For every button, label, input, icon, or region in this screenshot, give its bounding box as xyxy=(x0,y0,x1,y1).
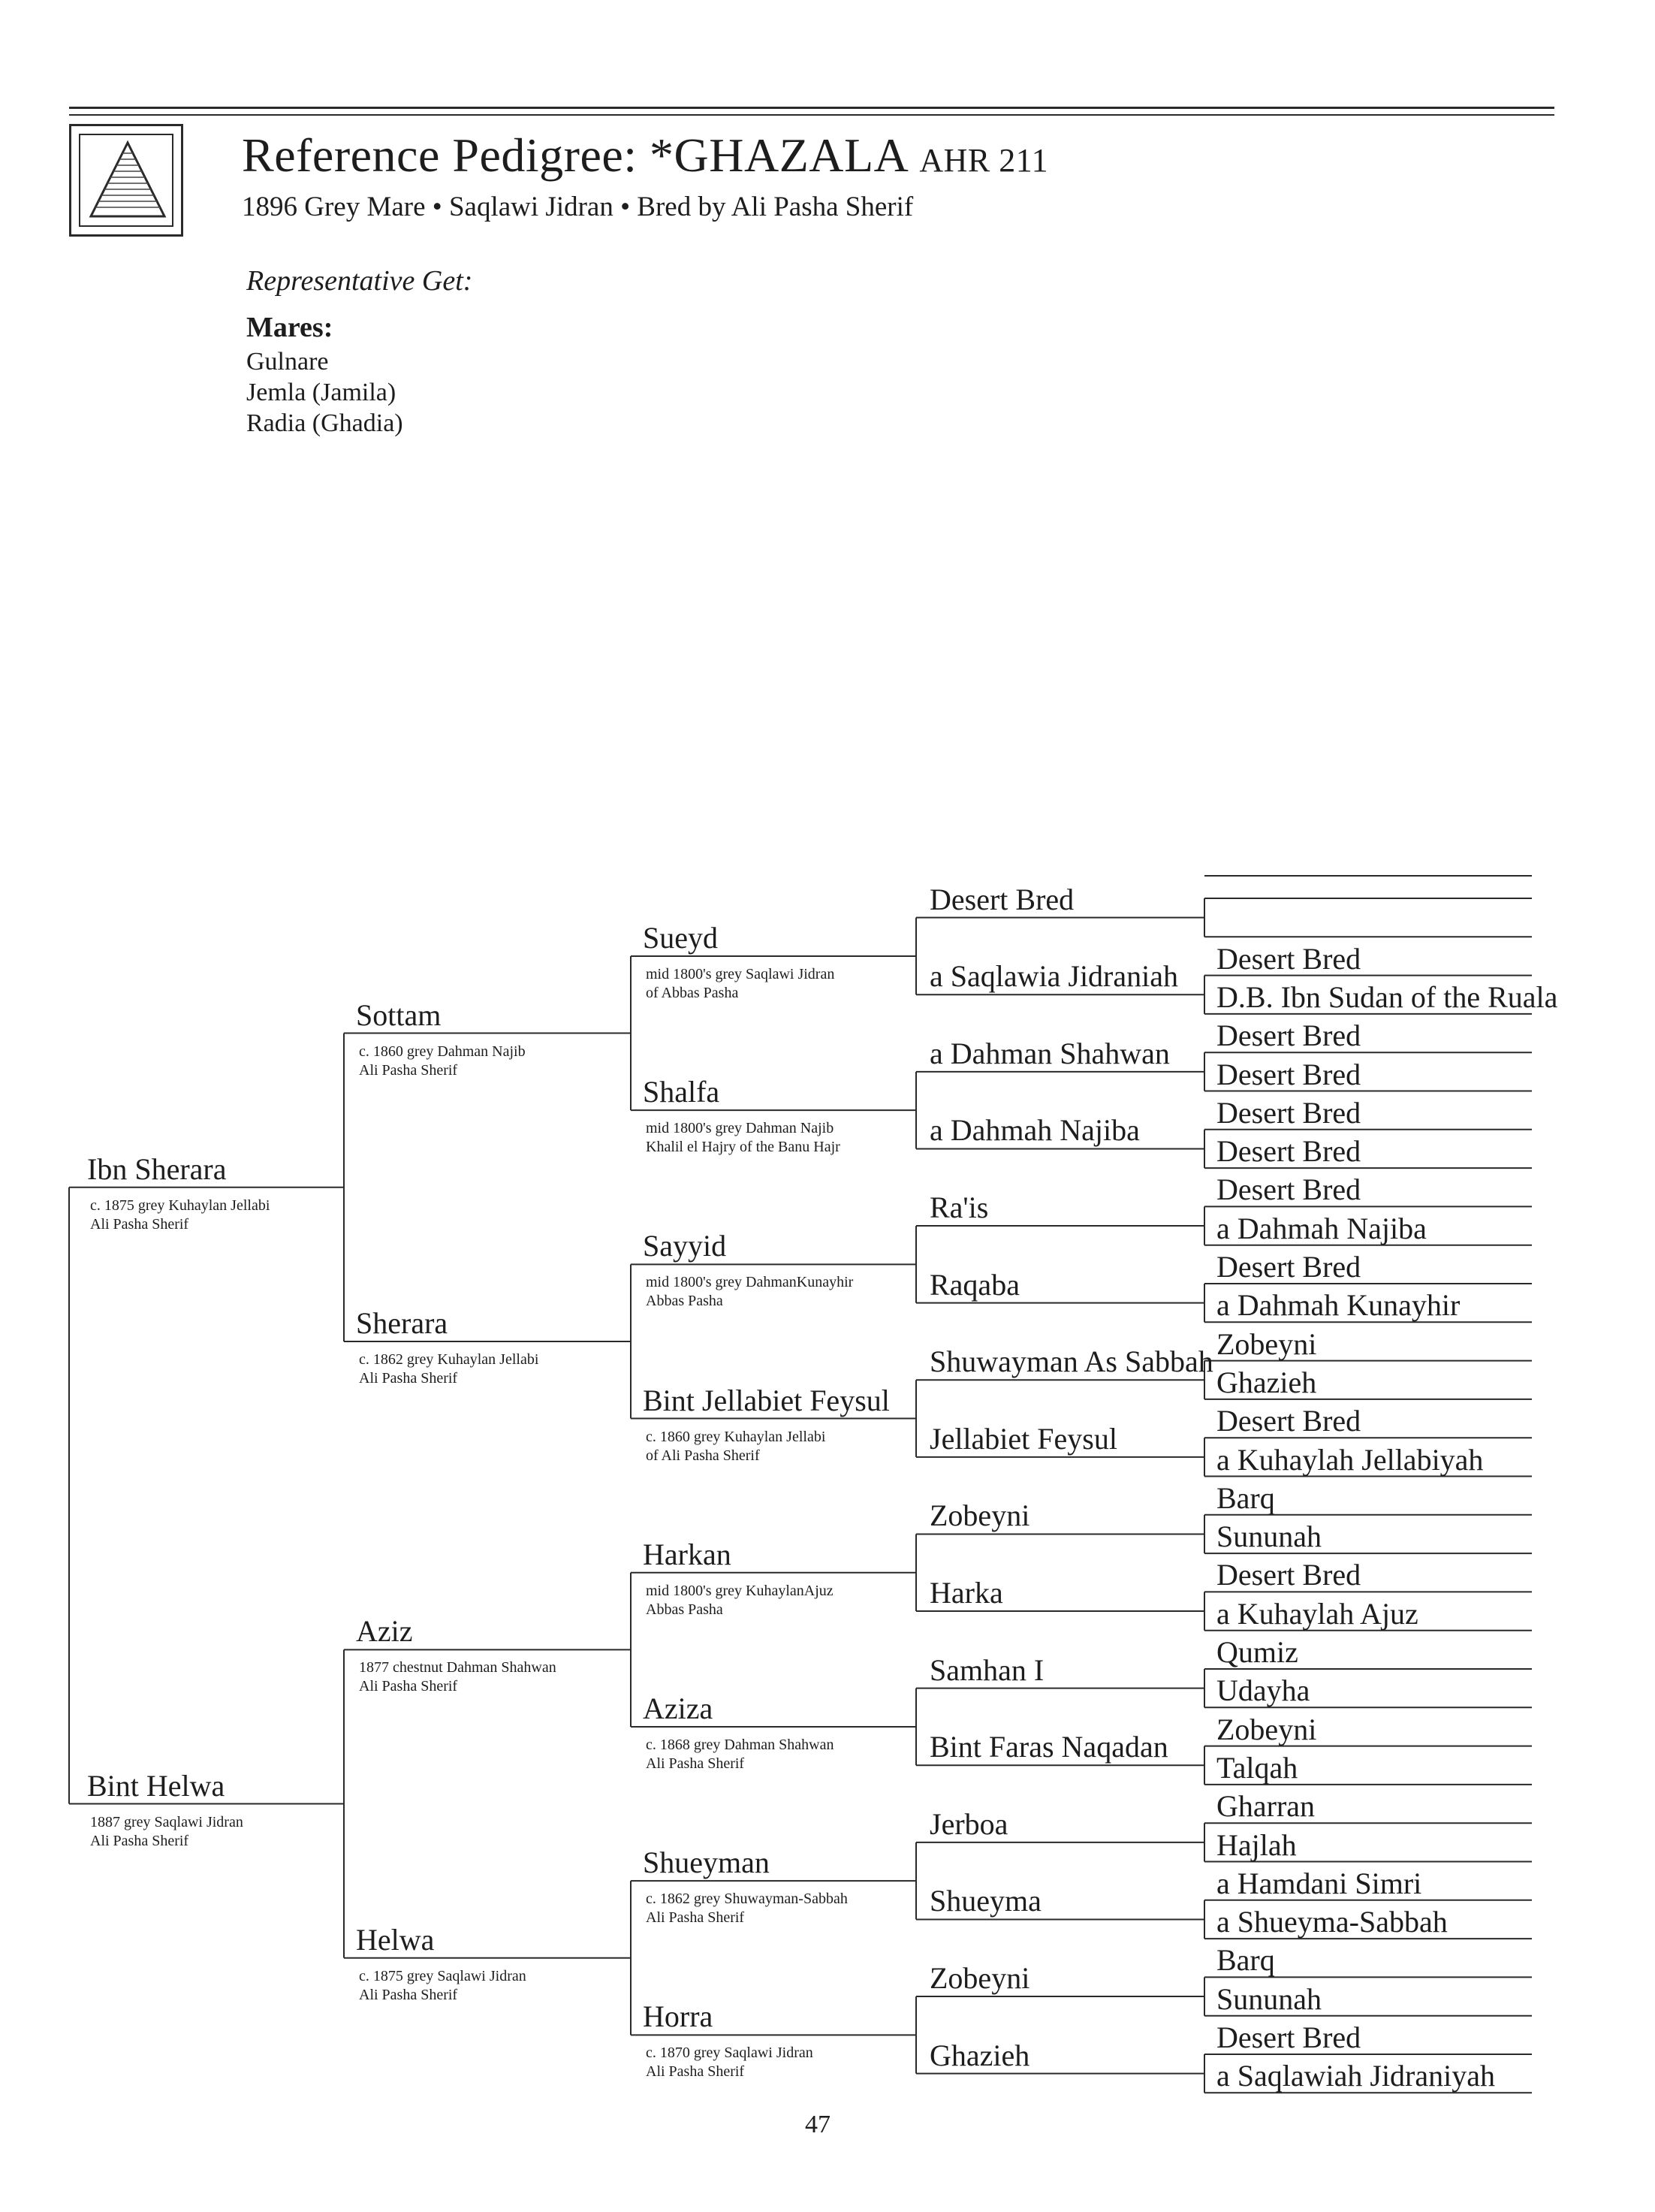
ancestor-name-gen5: Desert Bred xyxy=(1216,941,1361,976)
ancestor-name-gen5: Desert Bred xyxy=(1216,1172,1361,1207)
ancestor-details-gen2: c. 1860 grey Dahman Najib xyxy=(359,1043,526,1060)
ancestor-name-gen3: Sayyid xyxy=(643,1229,727,1263)
ancestor-details-gen3: Ali Pasha Sherif xyxy=(646,1909,745,1927)
ancestor-name-gen5: Desert Bred xyxy=(1216,1558,1361,1592)
ancestor-name-gen5: Desert Bred xyxy=(1216,1134,1361,1169)
ancestor-details-gen3: Abbas Pasha xyxy=(646,1601,723,1618)
ancestor-name-gen1: Ibn Sherara xyxy=(87,1151,227,1186)
ancestor-name-gen3: Horra xyxy=(643,1999,713,2034)
ancestor-name-gen5: Desert Bred xyxy=(1216,1250,1361,1284)
ancestor-details-gen3: Khalil el Hajry of the Banu Hajr xyxy=(646,1139,840,1156)
ancestor-name-gen1: Bint Helwa xyxy=(87,1768,225,1803)
ancestor-details-gen3: mid 1800's grey Dahman Najib xyxy=(646,1120,834,1137)
mare-item: Radia (Ghadia) xyxy=(246,409,403,437)
ancestor-name-gen5: Zobeyni xyxy=(1216,1326,1317,1361)
ancestor-name-gen3: Sueyd xyxy=(643,920,718,955)
ancestor-name-gen5: Desert Bred xyxy=(1216,2020,1361,2054)
ancestor-name-gen5: a Hamdani Simri xyxy=(1216,1866,1422,1900)
ancestor-name-gen4: Shuwayman As Sabbah xyxy=(930,1344,1213,1379)
ancestor-name-gen3: Aziza xyxy=(643,1691,713,1725)
ancestor-details-gen1: Ali Pasha Sherif xyxy=(90,1832,189,1849)
ancestor-details-gen3: mid 1800's grey DahmanKunayhir xyxy=(646,1274,854,1291)
ancestor-name-gen5: Talqah xyxy=(1216,1750,1298,1785)
ancestor-details-gen3: c. 1862 grey Shuwayman-Sabbah xyxy=(646,1891,848,1908)
registration-number: AHR 211 xyxy=(919,142,1049,179)
ancestor-name-gen3: Shalfa xyxy=(643,1075,720,1109)
ancestor-details-gen3: of Abbas Pasha xyxy=(646,984,739,1001)
ancestor-name-gen5: a Kuhaylah Ajuz xyxy=(1216,1596,1418,1631)
ancestor-name-gen5: Barq xyxy=(1216,1480,1275,1515)
ancestor-name-gen4: Desert Bred xyxy=(930,882,1075,916)
mare-item: Gulnare xyxy=(246,348,329,376)
ancestor-name-gen4: Ra'is xyxy=(930,1190,989,1225)
ancestor-name-gen4: Harka xyxy=(930,1576,1003,1610)
ancestor-name-gen5: D.B. Ibn Sudan of the Ruala xyxy=(1216,979,1558,1014)
ancestor-name-gen5: Desert Bred xyxy=(1216,1095,1361,1130)
ancestor-name-gen2: Helwa xyxy=(356,1922,435,1957)
ancestor-name-gen5: Hajlah xyxy=(1216,1827,1297,1862)
ancestor-details-gen2: c. 1862 grey Kuhaylan Jellabi xyxy=(359,1350,539,1368)
ancestor-name-gen4: a Dahman Shahwan xyxy=(930,1036,1170,1070)
ancestor-details-gen3: Ali Pasha Sherif xyxy=(646,1755,745,1772)
ancestor-name-gen4: Jerboa xyxy=(930,1806,1008,1841)
ancestor-name-gen4: Raqaba xyxy=(930,1267,1020,1302)
ancestor-name-gen5: Qumiz xyxy=(1216,1635,1298,1669)
representative-get-heading: Representative Get: xyxy=(246,265,473,297)
ancestor-name-gen5: a Kuhaylah Jellabiyah xyxy=(1216,1442,1484,1477)
mare-item: Jemla (Jamila) xyxy=(246,379,396,406)
ancestor-name-gen4: Samhan I xyxy=(930,1652,1045,1687)
ancestor-name-gen5: Udayha xyxy=(1216,1673,1310,1708)
ancestor-name-gen5: a Dahmah Kunayhir xyxy=(1216,1288,1461,1323)
ancestor-details-gen2: c. 1875 grey Saqlawi Jidran xyxy=(359,1967,526,1984)
ancestor-name-gen4: Ghazieh xyxy=(930,2038,1030,2072)
ancestor-name-gen4: a Saqlawia Jidraniah xyxy=(930,959,1178,994)
ancestor-name-gen5: Zobeyni xyxy=(1216,1712,1317,1746)
ancestor-details-gen1: c. 1875 grey Kuhaylan Jellabi xyxy=(90,1197,270,1214)
ancestor-details-gen3: Abbas Pasha xyxy=(646,1293,723,1310)
ancestor-name-gen2: Aziz xyxy=(356,1614,413,1649)
ancestor-name-gen5: a Dahmah Najiba xyxy=(1216,1211,1427,1245)
ancestor-name-gen4: Jellabiet Feysul xyxy=(930,1421,1117,1456)
ancestor-details-gen3: c. 1870 grey Saqlawi Jidran xyxy=(646,2045,813,2062)
ancestor-details-gen2: 1877 chestnut Dahman Shahwan xyxy=(359,1659,556,1676)
ancestor-name-gen5: Desert Bred xyxy=(1216,1404,1361,1438)
ancestor-name-gen3: Bint Jellabiet Feysul xyxy=(643,1383,890,1417)
ancestor-details-gen3: mid 1800's grey KuhaylanAjuz xyxy=(646,1582,834,1599)
ancestor-details-gen3: Ali Pasha Sherif xyxy=(646,2063,745,2081)
mares-heading: Mares: xyxy=(246,312,333,343)
page-subtitle: 1896 Grey Mare • Saqlawi Jidran • Bred by Ali Pasha Sherif xyxy=(242,192,914,222)
ancestor-name-gen4: Zobeyni xyxy=(930,1498,1030,1533)
ancestor-name-gen5: Sununah xyxy=(1216,1519,1322,1554)
ancestor-details-gen2: Ali Pasha Sherif xyxy=(359,1986,458,2003)
ancestor-name-gen3: Shueyman xyxy=(643,1845,770,1880)
ancestor-name-gen4: Bint Faras Naqadan xyxy=(930,1730,1168,1764)
ancestor-details-gen2: Ali Pasha Sherif xyxy=(359,1678,458,1695)
ancestor-details-gen2: Ali Pasha Sherif xyxy=(359,1061,458,1079)
ancestor-name-gen5: Ghazieh xyxy=(1216,1365,1317,1399)
page-number: 47 xyxy=(805,2111,831,2138)
ancestor-details-gen3: c. 1860 grey Kuhaylan Jellabi xyxy=(646,1428,826,1445)
ancestor-name-gen4: a Dahmah Najiba xyxy=(930,1113,1140,1148)
ancestor-name-gen5: a Shueyma-Sabbah xyxy=(1216,1905,1448,1939)
title-text: Reference Pedigree: *GHAZALA xyxy=(242,128,909,182)
ancestor-name-gen3: Harkan xyxy=(643,1537,731,1571)
ancestor-name-gen5: Desert Bred xyxy=(1216,1018,1361,1053)
ancestor-name-gen5: Barq xyxy=(1216,1943,1275,1978)
ancestor-details-gen3: c. 1868 grey Dahman Shahwan xyxy=(646,1736,834,1753)
ancestor-name-gen5: Desert Bred xyxy=(1216,1057,1361,1091)
ancestor-details-gen1: Ali Pasha Sherif xyxy=(90,1215,189,1233)
ancestor-name-gen5: Sununah xyxy=(1216,1981,1322,2016)
ancestor-details-gen1: 1887 grey Saqlawi Jidran xyxy=(90,1813,243,1830)
ancestor-details-gen2: Ali Pasha Sherif xyxy=(359,1369,458,1387)
ancestor-details-gen3: of Ali Pasha Sherif xyxy=(646,1447,760,1464)
ancestor-name-gen5: Gharran xyxy=(1216,1789,1316,1824)
ancestor-name-gen2: Sherara xyxy=(356,1305,448,1340)
ancestor-name-gen2: Sottam xyxy=(356,997,442,1032)
ancestor-details-gen3: mid 1800's grey Saqlawi Jidran xyxy=(646,965,835,982)
ancestor-name-gen5: a Saqlawiah Jidraniyah xyxy=(1216,2059,1495,2093)
ancestor-name-gen4: Zobeyni xyxy=(930,1961,1030,1996)
ancestor-name-gen4: Shueyma xyxy=(930,1884,1042,1918)
